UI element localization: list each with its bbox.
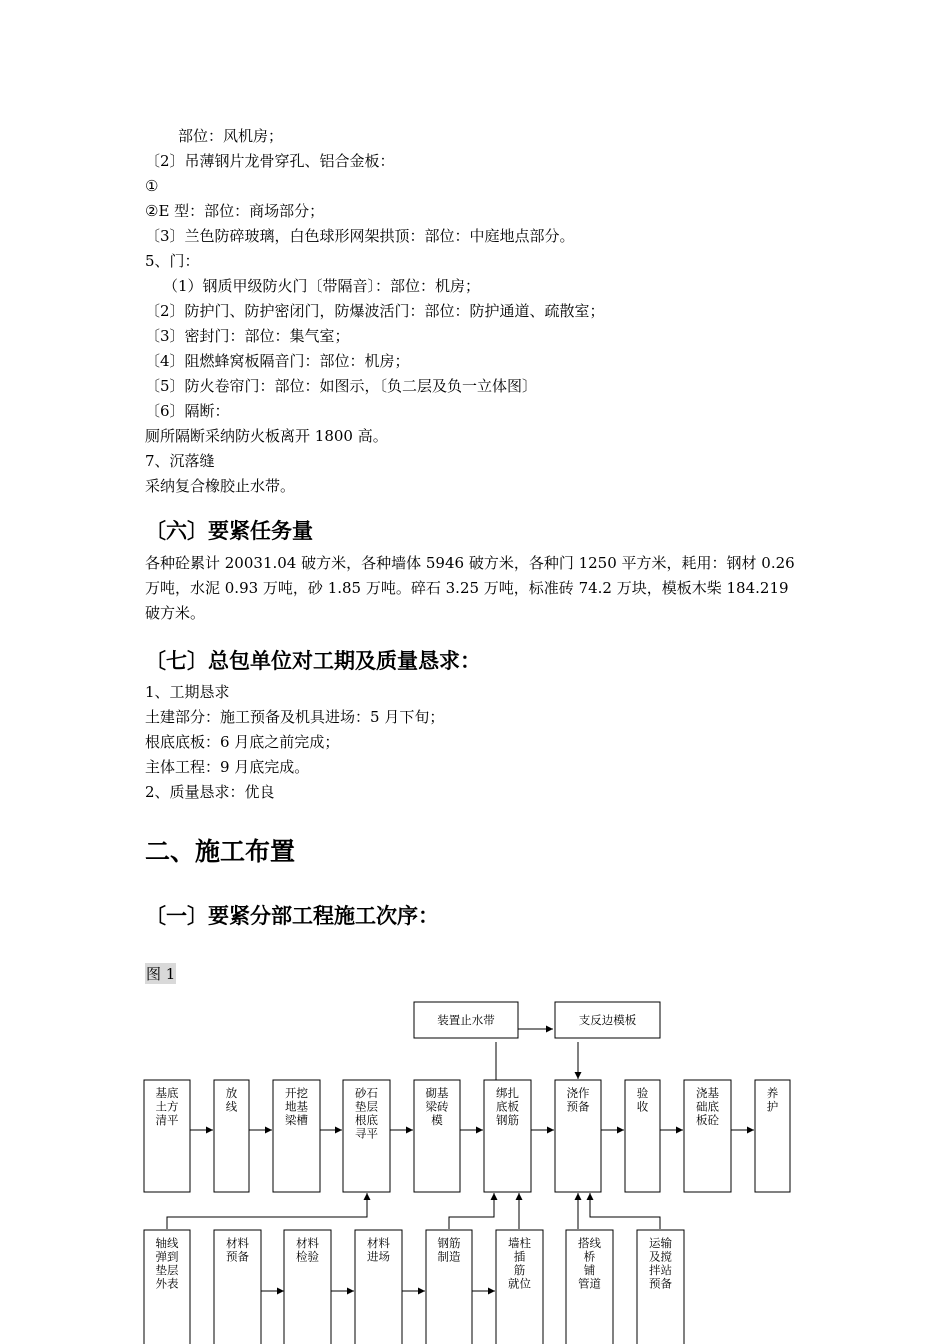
flow-box-main-label: 础底	[696, 1099, 719, 1114]
flow-box-bottom-label: 插	[513, 1249, 526, 1264]
flow-box-main-label: 收	[636, 1099, 649, 1114]
text-line: 部位：风机房；	[178, 127, 284, 145]
flow-box-bottom-label: 就位	[508, 1276, 531, 1291]
text-line: 〔3〕密封门：部位：集气室；	[145, 327, 350, 345]
flow-box-bottom-label: 外表	[155, 1276, 179, 1291]
text-line: 厕所隔断采纳防火板离开 1800 高。	[145, 427, 388, 445]
text-line: 〔5〕防火卷帘门：部位：如图示，〔负二层及负一立体图〕	[145, 377, 538, 395]
flow-box-bottom-label: 墙柱	[508, 1236, 531, 1250]
flow-box-main-label: 放	[225, 1086, 238, 1100]
flow-box-top-label: 装置止水带	[437, 1013, 495, 1027]
flow-box-bottom-label: 垫层	[155, 1263, 179, 1277]
section-heading: 〔六〕要紧任务量	[145, 519, 313, 543]
flow-box-main-label: 养	[766, 1086, 779, 1100]
flow-box-bottom-label: 预备	[226, 1249, 249, 1264]
flow-box-top-label: 支反边模板	[578, 1013, 637, 1027]
flow-box-bottom-label: 进场	[367, 1249, 390, 1264]
flow-box-bottom-label: 预备	[649, 1276, 672, 1291]
flow-box-main-label: 预备	[566, 1099, 590, 1114]
text-line: 主体工程：9 月底完成。	[145, 758, 310, 776]
subsection-heading: 〔一〕要紧分部工程施工次序：	[145, 904, 439, 928]
flow-box-main-label: 验	[636, 1086, 649, 1100]
flow-box-main-label: 模	[431, 1113, 443, 1127]
flow-box-bottom-label: 材料	[296, 1236, 319, 1250]
flow-box-main-label: 垫层	[355, 1099, 378, 1114]
flow-box-bottom-label: 材料	[226, 1236, 249, 1250]
text-line: 根底底板：6 月底之前完成；	[145, 733, 340, 751]
flow-box-bottom-label: 筋	[513, 1263, 526, 1277]
flow-box-main-label: 板砼	[696, 1113, 719, 1127]
flow-box-main-label: 清平	[155, 1113, 179, 1127]
text-line: 〔6〕隔断：	[145, 402, 230, 420]
flow-box-bottom-label: 钢筋	[437, 1236, 461, 1250]
flow-box-main-label: 地基	[285, 1099, 308, 1114]
flow-box-bottom-label: 材料	[367, 1236, 390, 1250]
flow-box-main-label: 寻平	[355, 1126, 378, 1141]
flow-box-bottom-label: 及搅	[649, 1249, 672, 1264]
flow-box-main-label: 浇作	[566, 1086, 590, 1100]
flow-box-bottom-label: 搭线	[578, 1236, 601, 1250]
text-line: ②E 型：部位：商场部分；	[145, 202, 325, 220]
text-line: 2、质量恳求：优良	[145, 783, 275, 801]
flow-box-main-label: 梁槽	[285, 1113, 308, 1127]
flow-box-bottom-label: 轴线	[155, 1236, 179, 1250]
flow-box-main-label: 绑扎	[496, 1086, 519, 1100]
flow-box-bottom-label: 检验	[296, 1249, 319, 1264]
flow-box-main-label: 梁砖	[425, 1099, 449, 1114]
text-line: 7、沉落缝	[145, 452, 215, 470]
flow-box-bottom-label: 弹到	[155, 1249, 179, 1264]
text-line: 〔3〕兰色防碎玻璃，白色球形网架拱顶：部位：中庭地点部分。	[145, 227, 575, 245]
flow-box-bottom-label: 运输	[649, 1236, 672, 1250]
text-line: （1）钢质甲级防火门〔带隔音〕：部位：机房；	[163, 277, 481, 295]
flow-box-main-label: 线	[225, 1099, 238, 1114]
flow-box-bottom-label: 桥	[583, 1249, 596, 1264]
flow-box-main-label: 基底	[155, 1086, 179, 1100]
text-line: 〔2〕防护门、防护密闭门，防爆波活门：部位：防护通道、疏散室；	[145, 302, 605, 320]
flow-box-bottom-label: 拌站	[649, 1263, 672, 1277]
flow-box-main-label: 钢筋	[496, 1113, 519, 1127]
chapter-heading: 二、施工布置	[145, 837, 296, 866]
text-line: 〔4〕阻燃蜂窝板隔音门：部位：机房；	[145, 352, 410, 370]
flow-box-main-label: 浇基	[696, 1086, 719, 1100]
paragraph: 各种砼累计 20031.04 破方米，各种墙体 5946 破方米，各种门 1250 平方米，耗用：钢材 0.26 万吨，水泥 0.93 万吨，砂 1.85 万吨。碎石 3.25 万吨，标准砖 74.2 万块，模板木柴 184.219 破方米。	[145, 554, 795, 622]
text-line: ①	[145, 177, 159, 195]
flow-box-main-label: 开挖	[285, 1086, 308, 1100]
flow-box-bottom-label: 管道	[578, 1276, 601, 1291]
text-line: 土建部分：施工预备及机具进场：5 月下旬；	[145, 708, 445, 726]
flow-box-main-label: 砂石	[355, 1086, 378, 1100]
flow-box-main-label: 底板	[496, 1099, 519, 1114]
flow-box-main-label: 砌基	[425, 1086, 449, 1100]
text-line: 1、工期恳求	[145, 683, 230, 701]
flow-box-bottom-label: 制造	[437, 1249, 461, 1264]
text-line: 5、门：	[145, 252, 200, 270]
text-line: 〔2〕吊薄钢片龙骨穿孔、铝合金板：	[145, 152, 395, 170]
flow-box-bottom-label: 铺	[583, 1263, 596, 1277]
text-line: 采纳复合橡胶止水带。	[145, 477, 296, 495]
flow-box-main-label: 土方	[155, 1099, 179, 1114]
flow-box-main-label: 护	[766, 1099, 779, 1114]
flow-box-main-label: 根底	[355, 1113, 378, 1127]
figure-label: 图 1	[146, 965, 176, 983]
section-heading: 〔七〕总包单位对工期及质量恳求：	[145, 649, 481, 673]
